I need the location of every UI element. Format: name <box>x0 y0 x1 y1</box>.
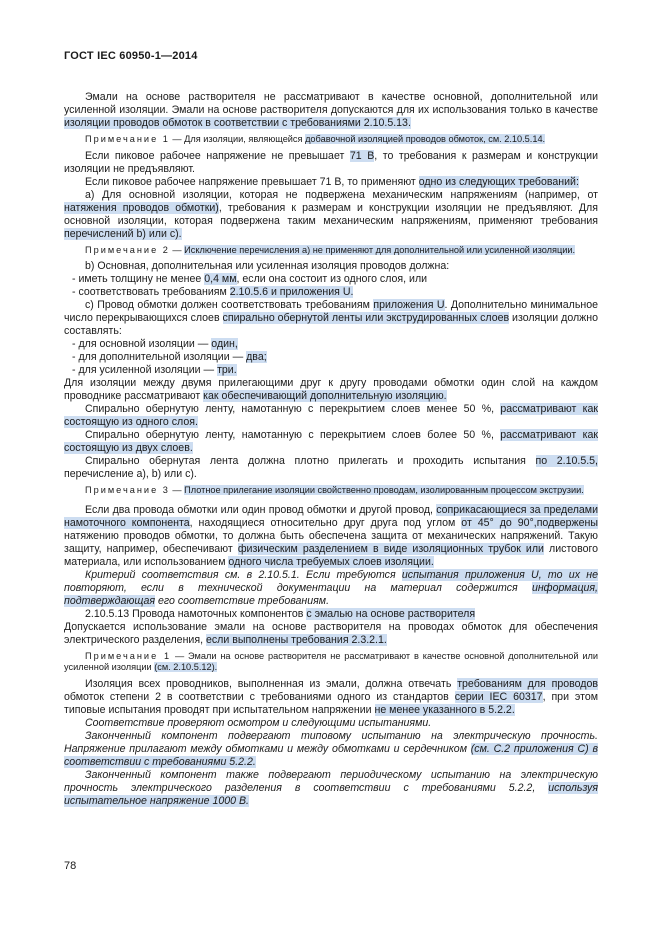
text-segment: , то требования к размерам и конструкции изоляции не предъявляют. <box>64 149 598 175</box>
paragraph <box>64 189 598 241</box>
text-segment: — <box>169 244 185 255</box>
text-segment: c) Провод обмотки должен соответствовать требованиям <box>85 299 374 312</box>
highlighted-text-segment: серии IEC 60317 <box>454 690 543 703</box>
paragraph <box>64 364 598 377</box>
text-segment: его соответствие требованиям. <box>155 594 330 607</box>
text-segment: , требования к размерам и конструкции изоляции не предъявляют. Для основной изоляции, которая подвержена таким механическим напряжениям, применяют требования <box>64 201 598 227</box>
paragraph <box>64 429 598 455</box>
text-segment: Примечание 1 <box>85 134 170 144</box>
text-segment: Примечание 2 <box>85 244 170 255</box>
text-segment: изоляции должно составлять: <box>64 312 598 338</box>
text-segment: Эмали на основе растворителя не рассматривают в качестве основной, дополнительной или усиленной изоляции. Эмали на основе растворителя допускаются для их использования только в качестве <box>64 91 598 116</box>
highlighted-text-segment: информация, подтверждающая <box>64 581 598 607</box>
text-segment: - для дополнительной изоляции — <box>72 351 247 364</box>
paragraph <box>64 338 598 351</box>
page-footer <box>64 860 76 872</box>
paragraph <box>64 150 598 176</box>
text-segment: . Дополнительно минимальное число перекрывающихся слоев <box>64 299 598 325</box>
text-segment: b) Основная, дополнительная или усиленная изоляция проводов должна: <box>85 260 450 273</box>
highlighted-text-segment: (см. С.2 приложения С) в соответствии с требованиями 5.2.2. <box>64 742 598 768</box>
text-segment: обмоток степени 2 в соответствии с требованиями одного из стандартов <box>64 690 455 703</box>
note-block <box>64 245 598 257</box>
text-segment: - для основной изоляции — <box>72 338 212 351</box>
paragraph <box>64 730 598 769</box>
text-segment: повторяют, если в технической документации на материал содержится <box>64 581 532 594</box>
note-block <box>64 485 598 497</box>
text-segment: Допускается использование эмали на основе растворителя на проводах обмоток для обеспечения электрического разделения, <box>64 620 598 646</box>
note-block <box>64 134 598 146</box>
text-segment: Изоляция всех проводников, выполненная из эмали, должна отвечать <box>85 677 458 690</box>
text-segment: Если два провода обмотки или один провод обмотки и другой провод, <box>85 503 437 516</box>
text-segment: Примечание 1 <box>85 650 172 661</box>
highlighted-text-segment: (см. 2.10.5.12). <box>154 662 218 673</box>
paragraph <box>64 91 598 130</box>
document-header <box>64 50 198 62</box>
paragraph <box>64 351 598 364</box>
text-segment: Критерий соответствия см. в 2.10.5.1. Если требуются <box>85 568 402 581</box>
text-segment: - иметь толщину не менее <box>72 273 205 286</box>
text-segment: , при этом типовые испытания проводят при испытательном напряжении <box>64 690 598 716</box>
text-segment: — Эмали на основе растворителя не рассматривают в качестве основной дополнительной или усиленной изоляции <box>64 650 599 673</box>
highlighted-text-segment: от 45° до 90°,подвержены <box>461 516 599 529</box>
paragraph <box>64 286 598 299</box>
highlighted-text-segment: 2.10.5.6 и приложения U. <box>229 286 354 299</box>
text-segment: , если она состоит из одного слоя, или <box>236 273 428 286</box>
note-block <box>64 651 598 674</box>
highlighted-text-segment: физическим разделением в виде изоляционных трубок или <box>237 542 544 555</box>
highlighted-text-segment: добавочной изоляцией проводов обмоток, см. 2.10.5.14. <box>305 134 546 144</box>
highlighted-text-segment: по 2.10.5.5, <box>535 455 598 468</box>
text-segment: , находящиеся относительно друг друга под углом <box>189 516 462 529</box>
highlighted-text-segment: перечислений b) или c). <box>64 227 182 240</box>
highlighted-text-segment: рассматривают как состоящую из двух слоев. <box>64 429 598 455</box>
highlighted-text-segment: испытания приложения U, то их не <box>401 568 598 581</box>
highlighted-text-segment: три. <box>217 364 237 377</box>
text-segment: листового материала, или использованием <box>64 542 598 568</box>
text-segment: перечисление a), b) или c). <box>64 468 197 481</box>
paragraph <box>64 678 598 717</box>
text-segment: Если пиковое рабочее напряжение превышает 71 В, то применяют <box>85 175 419 188</box>
text-segment: Для изоляции между двумя прилегающими друг к другу проводами обмотки один слой на каждом проводнике рассматривают <box>64 377 598 403</box>
highlighted-text-segment: изоляции проводов обмоток в соответствии с требованиями 2.10.5.13. <box>64 117 411 129</box>
highlighted-text-segment: приложения U <box>373 299 445 312</box>
paragraph <box>64 299 598 338</box>
paragraph <box>64 608 598 621</box>
paragraph <box>64 504 598 569</box>
text-segment: Законченный компонент подвергают типовому испытанию на электрическую прочность. Напряжение прилагают между обмотками и между обмотками и сердечником <box>64 729 598 755</box>
paragraph <box>64 260 598 273</box>
text-segment: - для усиленной изоляции — <box>72 364 218 377</box>
paragraph <box>64 717 598 730</box>
paragraph <box>64 377 598 403</box>
page-number: 78 <box>64 860 77 872</box>
highlighted-text-segment: если выполнены требования 2.3.2.1. <box>205 633 387 646</box>
highlighted-text-segment: спирально обернутой ленты или экструдированных слоев <box>222 312 510 325</box>
text-segment: — <box>169 485 185 496</box>
standard-number: ГОСТ IEC 60950-1—2014 <box>64 50 198 62</box>
paragraph <box>64 403 598 429</box>
paragraph <box>64 769 598 808</box>
text-segment: Соответствие проверяют осмотром и следующими испытаниями. <box>85 716 432 729</box>
text-segment: — Для изоляции, являющейся <box>169 134 306 144</box>
highlighted-text-segment: с эмалью на основе растворителя <box>306 607 476 620</box>
highlighted-text-segment: соприкасающиеся за пределами намоточного компонента <box>64 503 599 529</box>
highlighted-text-segment: одно из следующих требований: <box>418 175 579 188</box>
text-segment: - соответствовать требованиям <box>72 286 230 299</box>
highlighted-text-segment: не менее указанного в 5.2.2. <box>374 703 515 716</box>
highlighted-text-segment: 0,4 мм <box>204 273 237 286</box>
paragraph <box>64 273 598 286</box>
highlighted-text-segment: одного числа требуемых слоев изоляции. <box>228 555 434 568</box>
highlighted-text-segment: натяжения проводов обмотки) <box>64 201 219 214</box>
paragraph <box>64 621 598 647</box>
text-segment: 2.10.5.13 Провода намоточных компонентов <box>85 607 307 620</box>
text-segment: Спирально обернутую ленту, намотанную с перекрытием слоев менее 50 %, <box>85 403 501 416</box>
document-content <box>64 91 598 808</box>
highlighted-text-segment: требованиям для проводов <box>457 677 599 690</box>
text-segment: Примечание 3 <box>85 485 170 496</box>
paragraph <box>64 176 598 189</box>
paragraph <box>64 569 598 608</box>
text-segment: Спирально обернутая лента должна плотно прилегать и проходить испытания <box>85 455 536 468</box>
text-segment: Законченный компонент также подвергают периодическому испытанию на электрическую прочность электрического разделения в соответствии с требованиями 5.2.2, <box>64 768 598 794</box>
highlighted-text-segment: 71 В <box>349 149 375 162</box>
text-segment: Спирально обернутую ленту, намотанную с перекрытием слоев более 50 %, <box>85 429 501 442</box>
paragraph <box>64 455 598 481</box>
text-segment: Если пиковое рабочее напряжение не превышает <box>85 149 350 162</box>
highlighted-text-segment: используя испытательное напряжение 1000 В. <box>64 781 598 807</box>
highlighted-text-segment: как обеспечивающий дополнительную изоляцию. <box>203 390 447 403</box>
highlighted-text-segment: Плотное прилегание изоляции свойственно проводам, изолированным процессом экструзии. <box>184 485 584 496</box>
text-segment: a) Для основной изоляции, которая не подвержена механическим напряжениям (например, от <box>85 188 598 201</box>
highlighted-text-segment: рассматривают как состоящую из одного слоя. <box>64 403 598 429</box>
highlighted-text-segment: Исключение перечисления a) не применяют для дополнительной или усиленной изоляции. <box>184 244 576 255</box>
highlighted-text-segment: один, <box>211 338 238 351</box>
text-segment: натяжению проводов обмотки, то должна быть обеспечена защита от механических напряжений. Такую защиту, например, обеспечивают <box>64 529 598 555</box>
highlighted-text-segment: два; <box>246 351 267 364</box>
